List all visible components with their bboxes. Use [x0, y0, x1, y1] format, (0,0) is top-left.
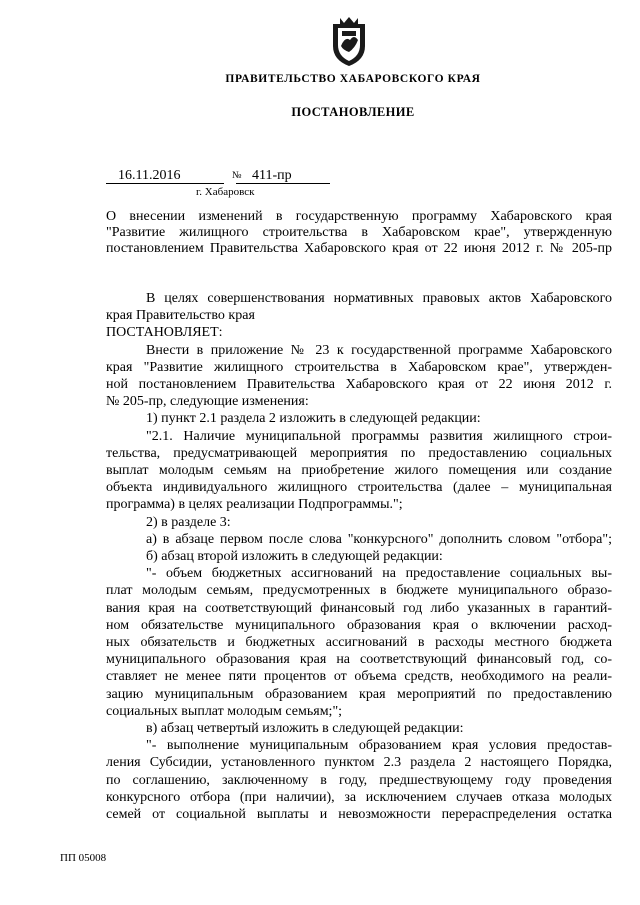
body-line: "- объем бюджетных ассигнований на предоставление социальных вы- — [146, 566, 612, 582]
body-line: № 205-пр, следующие изменения: — [106, 394, 309, 410]
date-underline — [106, 183, 224, 184]
number-underline — [236, 183, 330, 184]
body-line: конкурсного отбора (при наличии), за исключением случаев отказа молодых — [106, 789, 612, 805]
body-text — [106, 290, 612, 823]
body-line: 1) пункт 2.1 раздела 2 изложить в следующей редакции: — [146, 411, 481, 427]
subject-block — [106, 209, 612, 257]
body-line: в) абзац четвертый изложить в следующей редакции: — [146, 721, 464, 737]
body-line: ных обязательств и бюджетных ассигнований в расходы местного бюджета — [106, 635, 612, 651]
body-line: ления Субсидии, установленного пунктом 2.3 раздела 2 настоящего Порядка, — [106, 755, 612, 771]
body-line: "2.1. Наличие муниципальной программы развития жилищного строи- — [146, 428, 612, 444]
body-line: ной постановлением Правительства Хабаровского края от 22 июня 2012 г. — [106, 377, 612, 393]
body-line: социальных выплат молодым семьям;"; — [106, 703, 343, 719]
body-line: тельства, предусматривающей мероприятия по предоставлению социальных — [106, 445, 612, 461]
body-line: "- выполнение муниципальным образованием края условия предостав- — [146, 738, 612, 754]
document-number: 411-пр — [252, 168, 292, 183]
body-line: края Правительство края — [106, 308, 255, 324]
resolution-keyword: ПОСТАНОВЛЯЕТ: — [106, 325, 223, 341]
subject-line: О внесении изменений в государственную программу Хабаровского края — [106, 209, 612, 224]
number-sign: № — [232, 170, 242, 181]
coat-of-arms-icon — [328, 16, 370, 68]
body-line: зацию муниципальным образованием края мероприятий по предоставлению — [106, 686, 612, 702]
subject-line: "Развитие жилищного строительства в Хабаровском крае", утвержденную — [106, 225, 612, 240]
body-line: выплат молодым семьям на приобретение жилого помещения или создание — [106, 463, 612, 479]
government-title: ПРАВИТЕЛЬСТВО ХАБАРОВСКОГО КРАЯ — [225, 73, 481, 85]
city-label: г. Хабаровск — [196, 186, 255, 198]
body-line: ставляет не менее пяти процентов от объема средств, необходимого на реали- — [106, 669, 612, 685]
document-code: ПП 05008 — [60, 852, 107, 864]
body-line: по соглашению, заключенному в году, предшествующему году проведения — [106, 772, 612, 788]
body-line: программа) в целях реализации Подпрограммы."; — [106, 497, 403, 513]
body-line: плат молодым семьям, предусмотренных в бюджете муниципального образо- — [106, 583, 612, 599]
body-line: а) в абзаце первом после слова "конкурсного" дополнить словом "отбора"; — [146, 531, 612, 547]
body-line: края "Развитие жилищного строительства в Хабаровском крае", утвержден- — [106, 359, 612, 375]
body-line: Внести в приложение № 23 к государственной программе Хабаровского — [146, 342, 612, 358]
body-line: ном обязательстве муниципального образования края о включении расход- — [106, 617, 612, 633]
document-type: ПОСТАНОВЛЕНИЕ — [291, 105, 415, 119]
body-line: объекта индивидуального жилищного строительства (далее – муниципальная — [106, 480, 612, 496]
body-line: семей от социальной выплаты и невозможности перераспределения остатка — [106, 807, 612, 823]
body-line: 2) в разделе 3: — [146, 514, 231, 530]
subject-line: постановлением Правительства Хабаровского края от 22 июня 2012 г. № 205-пр — [106, 241, 612, 256]
body-line: В целях совершенствования нормативных правовых актов Хабаровского — [146, 291, 612, 306]
body-line: муниципального образования края на соответствующий финансовый год, со- — [106, 652, 612, 668]
body-line: б) абзац второй изложить в следующей редакции: — [146, 549, 443, 565]
document-date: 16.11.2016 — [118, 168, 181, 183]
body-line: вания края на соответствующий финансовый год либо указанных в гарантий- — [106, 600, 612, 616]
